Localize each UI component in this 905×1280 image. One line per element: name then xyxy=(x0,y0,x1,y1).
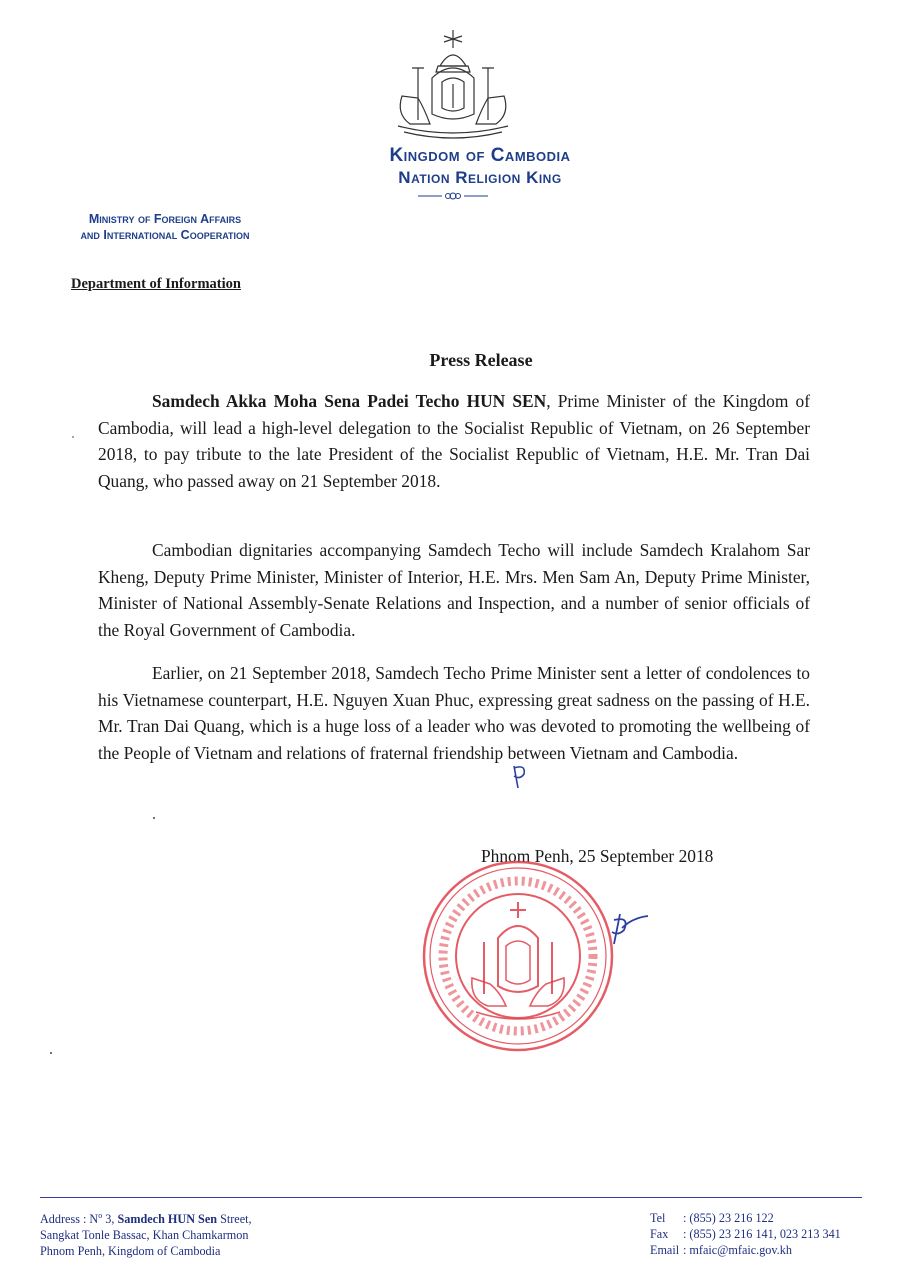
email-label: Email xyxy=(650,1243,680,1257)
kingdom-title: Kingdom of Cambodia xyxy=(389,145,571,166)
paragraph-1-lead: Samdech Akka Moha Sena Padei Techo HUN SEN xyxy=(152,391,547,411)
signature-icon xyxy=(600,910,650,948)
margin-dot xyxy=(153,817,155,819)
ornament-divider-icon xyxy=(418,191,488,201)
margin-dot xyxy=(72,436,74,438)
paragraph-3: Earlier, on 21 September 2018, Samdech Techo Prime Minister sent a letter of condolences to his Vietnamese counterpart, H.E. Nguyen Xuan Phuc, expressing great sadness on the passing of H.E. Mr. Tran Dai Quang, which is a huge loss of a leader who was devoted to promoting the wellbeing of the People of Vietnam and relations of fraternal friendship between Vietnam and Cambodia. xyxy=(98,663,810,763)
paragraph-1-body: , Prime Minister of the Kingdom of Cambodia, will lead a high-level delegation to the Socialist Republic of Vietnam, on 26 September 2018, to pay tribute to the late President of the Socialist Republic of Vietnam, H.E. Mr. Tran Dai Quang, who passed away on 21 September 2018. xyxy=(98,391,811,491)
paragraph-1 xyxy=(98,388,810,494)
footer-contact xyxy=(650,1210,890,1258)
email-row xyxy=(650,1242,890,1258)
ministry-name-line2: and International Cooperation xyxy=(80,228,250,242)
address-line-2: Sangkat Tonle Bassac, Khan Chamkarmon xyxy=(40,1228,249,1243)
department-heading: Department of Information xyxy=(71,276,241,292)
initial-mark-icon xyxy=(506,762,532,790)
tel-value: : (855) 23 216 122 xyxy=(683,1211,774,1225)
national-motto: Nation Religion King xyxy=(398,168,562,187)
fax-row xyxy=(650,1226,890,1242)
place-date-line: Phnom Penh, 25 September 2018 xyxy=(481,846,714,866)
address-line-3: Phnom Penh, Kingdom of Cambodia xyxy=(40,1244,221,1259)
address-line-1: Address : $N^o$ 3, Samdech HUN Sen Street, xyxy=(40,1211,252,1227)
email-value[interactable]: : mfaic@mfaic.gov.kh xyxy=(683,1243,792,1257)
paragraph-2: Cambodian dignitaries accompanying Samdech Techo will include Samdech Kralahom Sar Kheng, Deputy Prime Minister, Minister of Interior, H.E. Mrs. Men Sam An, Deputy Prime Minister, Minister of National Assembly-Senate Relations and Inspection, and a number of senior officials of the Royal Government of Cambodia. xyxy=(98,540,810,640)
footer-address xyxy=(40,1208,340,1259)
royal-emblem-icon xyxy=(388,28,518,140)
ministry-name-line1: Ministry of Foreign Affairs xyxy=(88,212,242,226)
tel-label: Tel xyxy=(650,1211,666,1225)
margin-dot xyxy=(50,1052,52,1054)
footer-rule xyxy=(40,1197,862,1198)
official-seal-icon xyxy=(420,858,616,1054)
press-release-title: Press Release xyxy=(429,350,533,370)
fax-value: : (855) 23 216 141, 023 213 341 xyxy=(683,1227,841,1241)
tel-row xyxy=(650,1210,890,1226)
fax-label: Fax xyxy=(650,1227,669,1241)
